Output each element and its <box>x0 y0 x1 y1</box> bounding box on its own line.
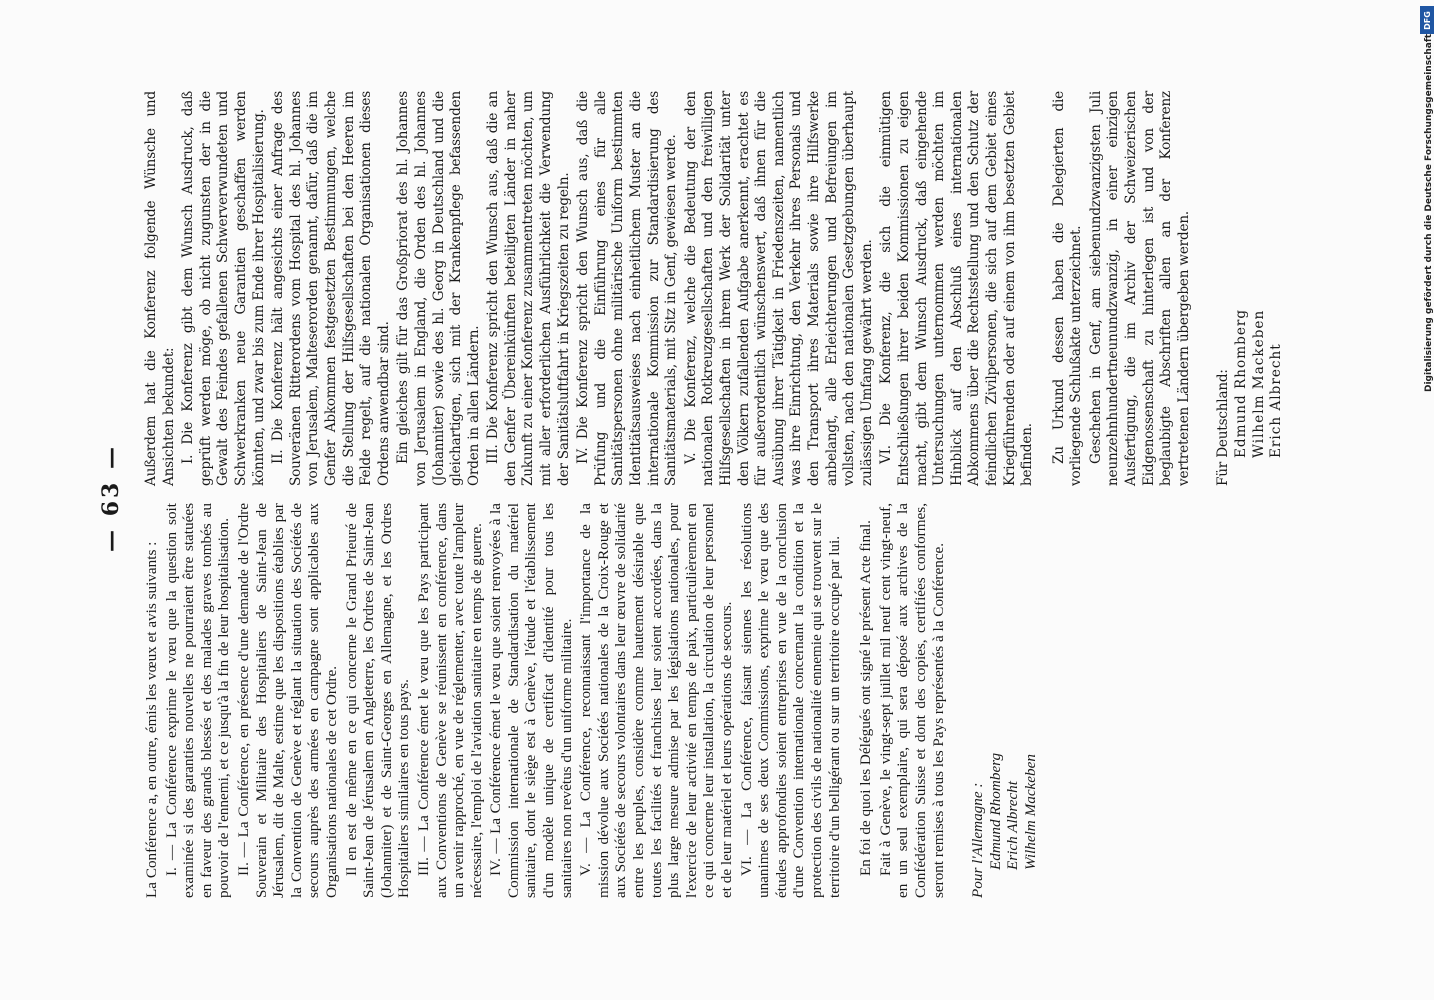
fr-signatories <box>987 503 1040 870</box>
dfg-funding-note: Digitalisierung gefördert durch die Deutsche Forschungsgemeinschaft <box>1424 33 1434 392</box>
de-wish-6: VI. Die Konferenz, die sich die einmütigen Entschließungen ihrer beiden Kommissionen zu eigen macht, gibt dem Wunsch Ausdruck, daß eingehende Untersuchungen unternommen werden möchten im Hinblick auf den Abschluß eines internationalen Abkommens über die Rechtsstellung und den Schutz der feindlichen Zivilpersonen, die sich auf dem Gebiet eines Kriegführenden oder auf einem von ihm besetzten Gebiet befinden. <box>878 91 1036 486</box>
fr-signature-label: Pour l'Allemagne : <box>969 782 987 898</box>
fr-signatory: Erich Albrecht <box>1004 781 1022 870</box>
fr-signatory: Edmund Rhomberg <box>986 752 1004 870</box>
de-wish-2: II. Die Konferenz hält angesichts einer Anfrage des Souveränen Ritterordens vom Hospital des hl. Johannes von Jerusalem, Malteserorden genannt, dafür, daß die im Genfer Abkommen festgesetzten Bestimmungen, welche die Stellung der Hilfsgesellschaften bei den Heeren im Felde regelt, auf die nationalen Organisationen dieses Ordens anwendbar sind. <box>270 91 392 486</box>
fr-wish-2: II. — La Conférence, en présence d'une demande de l'Ordre Souverain et Militaire des Hospitaliers de Saint-Jean de Jérusalem, dit de Malte, estime que les dispositions établies par la Convention de Genève et réglant la situation des Sociétés de secours auprès des armées en campagne sont applicables aux Organisations nationales de cet Ordre. <box>234 503 340 898</box>
de-wish-2-continued: Ein gleiches gilt für das Großpriorat des hl. Johannes von Jerusalem in England, die Orden des hl. Johannes (Johanniter) sowie des hl. Georg in Deutschland und die gleichartigen, sich mit der Krankenpflege befassenden Orden in allen Ländern. <box>395 91 482 486</box>
fr-intro: La Conférence a, en outre, émis les vœux et avis suivants : <box>143 541 160 898</box>
fr-wish-4: IV. — La Conférence émet le vœu que soient renvoyées à la Commission internationale de Standardisation du matériel sanitaire, dont le siège est à Genève, l'étude et l'établissement d'un modèle unique de certificat d'identité pour tous les sanitaires non revêtus d'un uniforme militaire. <box>487 503 575 898</box>
de-signatory: Wilhelm Mackeben <box>1250 309 1267 458</box>
de-wish-4: IV. Die Konferenz spricht den Wunsch aus, daß die Prüfung und die Einführung eines für alle Sanitätspersonen ohne militärische Uniform bestimmten Identitätsausweises nach einheitlichem Muster an die internationale Kommission zur Standardisierung des Sanitätsmaterials, mit Sitz in Genf, gewiesen werde. <box>575 91 680 486</box>
fr-wish-1: I. — La Conférence exprime le vœu que la question soit examinée si des garanties nouvelles ne pourraient être statuées en faveur des grands blessés et des malades graves tombés au pouvoir de l'ennemi, et ce jusqu'à la fin de leur hospitalisation. <box>162 503 233 898</box>
french-column <box>143 503 1040 898</box>
german-column <box>143 91 1286 486</box>
de-signatory: Edmund Rhomberg <box>1233 308 1250 458</box>
de-signatories <box>1233 91 1286 458</box>
rotated-page-content <box>68 78 1298 918</box>
fr-done-at: Fait à Genève, le vingt-sept juillet mil neuf cent vingt-neuf, en un seul exemplaire, qui sera déposé aux archives de la Confédération Suisse et dont des copies, certifiées conformes, seront remises à tous les Pays représentés à la Conférence. <box>876 503 947 898</box>
dfg-logo: DFG <box>1420 6 1434 34</box>
fr-signatory: Wilhelm Mackeben <box>1021 754 1039 870</box>
de-attestation: Zu Urkund dessen haben die Delegierten die vorliegende Schlußakte unterzeichnet. <box>1050 91 1085 486</box>
de-signatory: Erich Albrecht <box>1268 343 1285 458</box>
de-intro: Außerdem hat die Konferenz folgende Wünsche und Ansichten bekundet: <box>143 91 177 486</box>
de-wish-1: I. Die Konferenz gibt dem Wunsch Ausdruck, daß geprüft werden möge, ob nicht zugunsten der in die Gewalt des Feindes gefallenen Schwerverwundeten und Schwerkranken neue Garantien geschaffen werden könnten, und zwar bis zum Ende ihrer Hospitalisierung. <box>180 91 267 486</box>
fr-wish-2-continued: Il en est de même en ce qui concerne le Grand Prieuré de Saint-Jean de Jérusalem en Angleterre, les Ordres de Saint-Jean (Johanniter) et de Saint-Georges en Allemagne, et les Ordres Hospitaliers similaires en tous pays. <box>342 503 413 898</box>
de-signature-label: Für Deutschland: <box>1215 369 1232 486</box>
de-wish-3: III. Die Konferenz spricht den Wunsch aus, daß die an den Genfer Übereinkünften beteiligten Länder in naher Zukunft zu einer Konferenz zusammentreten möchten, um mit aller erforderlichen Ausführlichkeit die Verwendung der Sanitätsluftfahrt in Kriegszeiten zu regeln. <box>485 91 572 486</box>
fr-attestation: En foi de quoi les Délégués ont signé le présent Acte final. <box>857 520 875 876</box>
page-number: — 63 — <box>98 444 124 552</box>
de-wish-5: V. Die Konferenz, welche die Bedeutung der den nationalen Rotkreuzgesellschaften und den freiwilligen Hilfsgesellschaften in ihrem Werk der Solidarität unter den Völkern zufallenden Aufgabe anerkennt, erachtet es für außerordentlich wünschenswert, daß ihnen für die Ausübung ihrer Tätigkeit in Friedenszeiten, namentlich was ihre Einrichtung, den Verkehr ihres Personals und den Transport ihres Materials sowie ihre Hilfswerke anbelangt, alle Erleichterungen und Befreiungen im vollsten, nach den nationalen Gesetzgebungen überhaupt zulässigen Umfang gewährt werden. <box>682 91 875 486</box>
fr-wish-6: VI. — La Conférence, faisant siennes les résolutions unanimes de ses deux Commissions, exprime le vœu que des études approfondies soient entreprises en vue de la conclusion d'une Convention internationale concernant la condition et la protection des civils de nationalité ennemie qui se trouvent sur le territoire d'un belligérant ou sur un territoire occupé par lui. <box>737 503 843 898</box>
de-done-at: Geschehen in Genf, am siebenundzwanzigsten Juli neunzehnhundertneunundzwanzig, in einer einzigen Ausfertigung, die im Archiv der Schweizerischen Eidgenossenschaft zu hinterlegen ist und von der beglaubigte Abschriften allen an der Konferenz vertretenen Ländern übergeben werden. <box>1087 91 1192 486</box>
fr-wish-5: V. — La Conférence, reconnaissant l'importance de la mission dévolue aux Sociétés nationales de la Croix-Rouge et aux Sociétés de secours volontaires dans leur œuvre de solidarité entre les peuples, considère comme hautement désirable que toutes les facilités et franchises leur soient accordées, dans la plus large mesure admise par les législations nationales, pour l'exercice de leur activité en temps de paix, particulièrement en ce qui concerne leur installation, la circulation de leur personnel et de leur matériel et leurs opérations de secours. <box>577 503 735 898</box>
fr-wish-3: III. — La Conférence émet le vœu que les Pays participant aux Conventions de Genève se réunissent en conférence, dans un avenir rapproché, en vue de réglementer, avec toute l'ampleur nécessaire, l'emploi de l'aviation sanitaire en temps de guerre. <box>414 503 485 898</box>
